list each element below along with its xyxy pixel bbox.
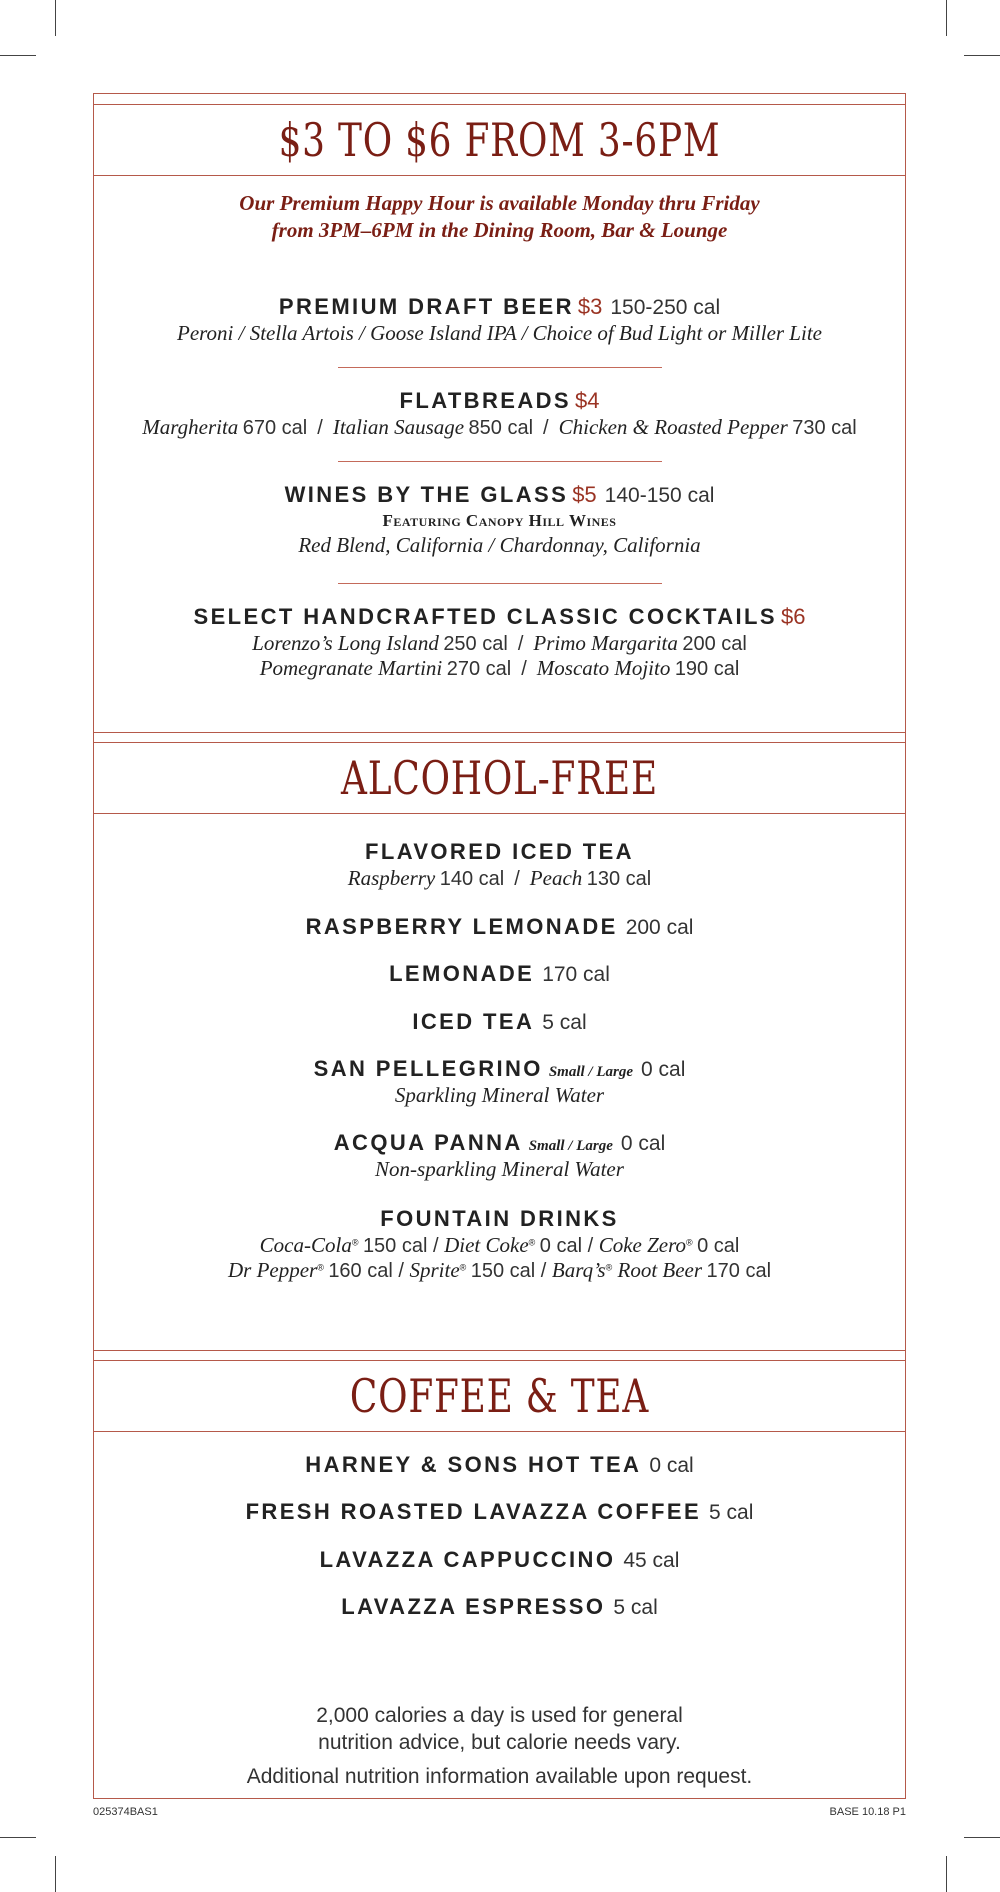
divider [338,367,662,368]
item-price: $4 [574,388,600,413]
section-divider [94,1350,905,1351]
item-name: SELECT HANDCRAFTED CLASSIC COCKTAILS [193,604,777,629]
raspberry-lemonade-item: RASPBERRY LEMONADE 200 cal [305,914,694,939]
item-name: PREMIUM DRAFT BEER [278,294,574,319]
happy-hour-title: $3 TO $6 FROM 3-6PM [278,113,721,167]
crop-mark [0,55,36,56]
crop-mark [55,1856,56,1892]
coffee-tea-header [94,1360,905,1432]
item-details: Peroni / Stella Artois / Goose Island IPA / Choice of Bud Light or Miller Lite [177,321,822,345]
alcohol-free-header [94,742,905,814]
crop-mark [964,1837,1000,1838]
item-price: $6 [780,604,806,629]
hot-tea-item: HARNEY & SONS HOT TEA 0 cal [305,1452,694,1477]
calorie-disclaimer: 2,000 calories a day is used for general nutrition advice, but calorie needs vary. Additional nutrition information available upon request. [246,1704,753,1788]
crop-mark [55,0,56,36]
happy-hour-intro: Our Premium Happy Hour is available Monday thru Friday from 3PM–6PM in the Dining Room, Bar & Lounge [239,191,760,242]
lemonade-item: LEMONADE 170 cal [389,961,610,986]
acqua-panna-item: ACQUA PANNA Small / Large 0 cal Non-sparkling Mineral Water [333,1130,666,1181]
item-cal: 140-150 cal [604,484,715,507]
alcohol-free-title: ALCOHOL-FREE [341,751,658,805]
happy-hour-header [94,104,905,176]
iced-tea-flavored-item: FLAVORED ICED TEA Raspberry 140 cal / Peach 130 cal [347,839,652,890]
espresso-item: LAVAZZA ESPRESSO 5 cal [341,1594,658,1619]
flatbreads-item: FLATBREADS $4 Margherita 670 cal / Italian Sausage 850 cal / Chicken & Roasted Pepper 730 cal [142,388,857,439]
cappuccino-item: LAVAZZA CAPPUCCINO 45 cal [319,1547,680,1572]
divider [338,583,662,584]
cocktails-item: SELECT HANDCRAFTED CLASSIC COCKTAILS $6 Lorenzo’s Long Island 250 cal / Primo Margarita 200 cal Pomegranate Martini 270 cal / Moscato Mojito 190 cal [193,604,806,680]
iced-tea-item: ICED TEA 5 cal [412,1009,587,1034]
crop-mark [964,55,1000,56]
crop-mark [946,1856,947,1892]
draft-beer-item [94,294,905,346]
menu-frame [93,93,906,1799]
print-code-right: BASE 10.18 P1 [829,1806,906,1818]
crop-mark [0,1837,36,1838]
lavazza-coffee-item: FRESH ROASTED LAVAZZA COFFEE 5 cal [245,1499,754,1524]
fountain-drinks-item: FOUNTAIN DRINKS Coca-Cola® 150 cal / Diet Coke® 0 cal / Coke Zero® 0 cal Dr Pepper® 160 cal / Sprite® 150 cal / Barq’s® Root Beer 170 cal [227,1206,772,1282]
coffee-tea-title: COFFEE & TEA [349,1369,650,1423]
section-divider [94,732,905,733]
item-details: Red Blend, California / Chardonnay, California [298,533,701,557]
item-name: FLATBREADS [399,388,571,413]
item-cal: 150-250 cal [610,296,721,319]
san-pellegrino-item: SAN PELLEGRINO Small / Large 0 cal Sparkling Mineral Water [313,1056,686,1107]
wines-item [94,482,905,558]
item-name: WINES BY THE GLASS [284,482,569,507]
item-price: $3 [577,294,603,319]
divider [338,461,662,462]
crop-mark [946,0,947,36]
featuring-line: Featuring Canopy Hill Wines [382,511,617,530]
print-code-left: 025374BAS1 [93,1806,158,1818]
item-price: $5 [572,482,597,507]
